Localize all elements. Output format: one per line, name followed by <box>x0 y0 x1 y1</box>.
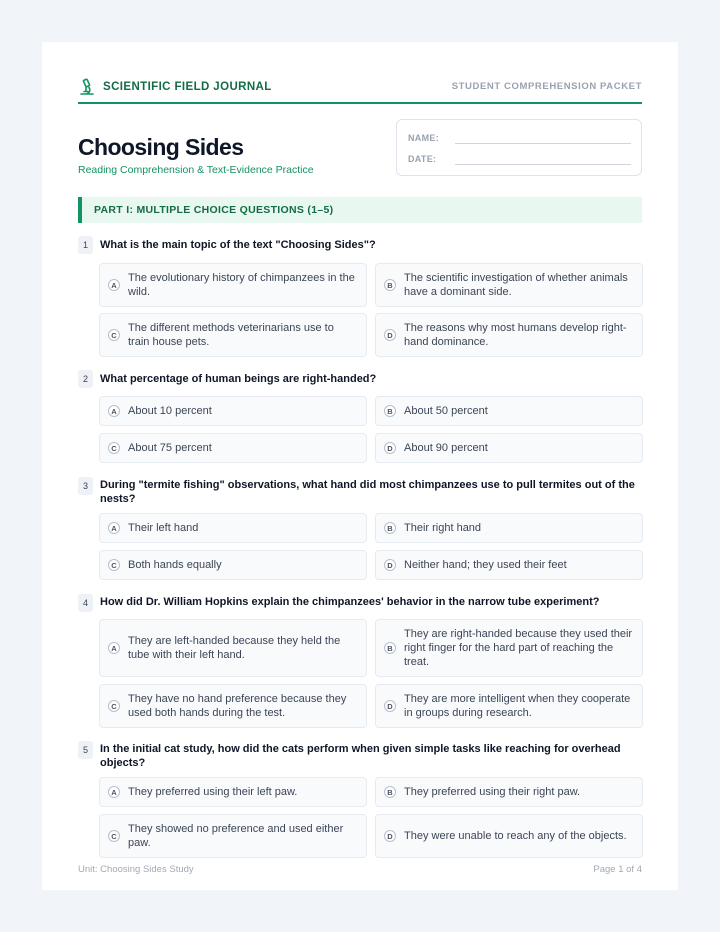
answer-option[interactable] <box>375 550 643 580</box>
option-text: Their left hand <box>128 522 199 534</box>
answer-option[interactable] <box>99 396 367 426</box>
option-letter: D <box>384 442 396 454</box>
option-text: They are left-handed because they held the tube with their left hand. <box>128 635 341 661</box>
option-text: The scientific investigation of whether animals have a dominant side. <box>404 272 628 298</box>
answer-option[interactable] <box>99 619 367 677</box>
answer-option[interactable] <box>375 619 643 677</box>
option-letter: C <box>108 559 120 571</box>
question-number: 4 <box>78 594 93 612</box>
section-title: PART I: MULTIPLE CHOICE QUESTIONS (1–5) <box>94 204 334 216</box>
option-letter: A <box>108 642 120 654</box>
answer-option[interactable] <box>375 433 643 463</box>
option-text: Both hands equally <box>128 559 222 571</box>
question-text: In the initial cat study, how did the cats perform when given simple tasks like reaching for overhead objects? <box>100 743 621 769</box>
option-letter: B <box>384 786 396 798</box>
answer-option[interactable] <box>375 684 643 728</box>
question-number: 1 <box>78 236 93 254</box>
option-letter: A <box>108 786 120 798</box>
answer-option[interactable] <box>375 313 643 357</box>
answer-option[interactable] <box>99 814 367 858</box>
option-letter: D <box>384 329 396 341</box>
answer-option[interactable] <box>99 433 367 463</box>
question-number: 2 <box>78 370 93 388</box>
answer-option[interactable] <box>375 513 643 543</box>
section-header <box>78 197 642 223</box>
option-letter: B <box>384 279 396 291</box>
question-text: What percentage of human beings are right-handed? <box>100 373 377 385</box>
answer-option[interactable] <box>375 263 643 307</box>
question-text: What is the main topic of the text "Choosing Sides"? <box>100 239 376 251</box>
option-letter: D <box>384 559 396 571</box>
page-title: Choosing Sides <box>78 134 244 160</box>
option-text: About 90 percent <box>404 442 488 454</box>
question-text: During "termite fishing" observations, what hand did most chimpanzees use to pull termites out of the nests? <box>100 479 635 505</box>
option-letter: B <box>384 642 396 654</box>
option-text: They preferred using their right paw. <box>404 786 581 798</box>
option-text: The reasons why most humans develop right-hand dominance. <box>404 322 627 348</box>
option-text: About 10 percent <box>128 405 212 417</box>
option-text: They have no hand preference because they used both hands during the test. <box>128 693 347 719</box>
option-text: They showed no preference and used either paw. <box>128 823 344 849</box>
answer-option[interactable] <box>99 550 367 580</box>
answer-option[interactable] <box>375 814 643 858</box>
name-label: NAME: <box>408 133 439 143</box>
option-letter: B <box>384 522 396 534</box>
option-letter: C <box>108 830 120 842</box>
date-field[interactable] <box>455 164 631 165</box>
question-text: How did Dr. William Hopkins explain the chimpanzees' behavior in the narrow tube experiment? <box>100 596 600 608</box>
journal-header <box>78 78 642 104</box>
footer-unit: Unit: Choosing Sides Study <box>78 864 194 875</box>
answer-option[interactable] <box>99 684 367 728</box>
option-text: They are right-handed because they used their right finger for the hard part of reaching the treat. <box>404 628 633 668</box>
date-label: DATE: <box>408 154 437 164</box>
option-text: Neither hand; they used their feet <box>404 559 567 571</box>
option-text: They are more intelligent when they cooperate in groups during research. <box>404 693 631 719</box>
answer-option[interactable] <box>99 313 367 357</box>
option-letter: A <box>108 279 120 291</box>
brand-title: SCIENTIFIC FIELD JOURNAL <box>103 81 272 93</box>
page-subtitle: Reading Comprehension & Text-Evidence Practice <box>78 164 314 176</box>
worksheet-page <box>42 42 678 890</box>
option-text: The evolutionary history of chimpanzees in the wild. <box>128 272 355 298</box>
microscope-icon <box>78 78 96 96</box>
answer-option[interactable] <box>99 777 367 807</box>
option-letter: C <box>108 442 120 454</box>
name-date-box <box>396 119 642 176</box>
option-text: They preferred using their left paw. <box>128 786 298 798</box>
answer-option[interactable] <box>99 513 367 543</box>
option-letter: C <box>108 329 120 341</box>
option-letter: D <box>384 700 396 712</box>
option-letter: A <box>108 522 120 534</box>
packet-label: STUDENT COMPREHENSION PACKET <box>451 81 642 92</box>
option-letter: B <box>384 405 396 417</box>
footer-page-number: Page 1 of 4 <box>593 864 642 875</box>
answer-option[interactable] <box>375 396 643 426</box>
option-text: About 75 percent <box>128 442 212 454</box>
option-letter: C <box>108 700 120 712</box>
question-number: 3 <box>78 477 93 495</box>
answer-option[interactable] <box>375 777 643 807</box>
option-text: Their right hand <box>404 522 482 534</box>
option-text: The different methods veterinarians use to train house pets. <box>128 322 334 348</box>
option-letter: A <box>108 405 120 417</box>
name-field[interactable] <box>455 143 631 144</box>
option-letter: D <box>384 830 396 842</box>
question-number: 5 <box>78 741 93 759</box>
option-text: They were unable to reach any of the objects. <box>404 830 627 842</box>
brand <box>78 78 272 96</box>
option-text: About 50 percent <box>404 405 488 417</box>
answer-option[interactable] <box>99 263 367 307</box>
